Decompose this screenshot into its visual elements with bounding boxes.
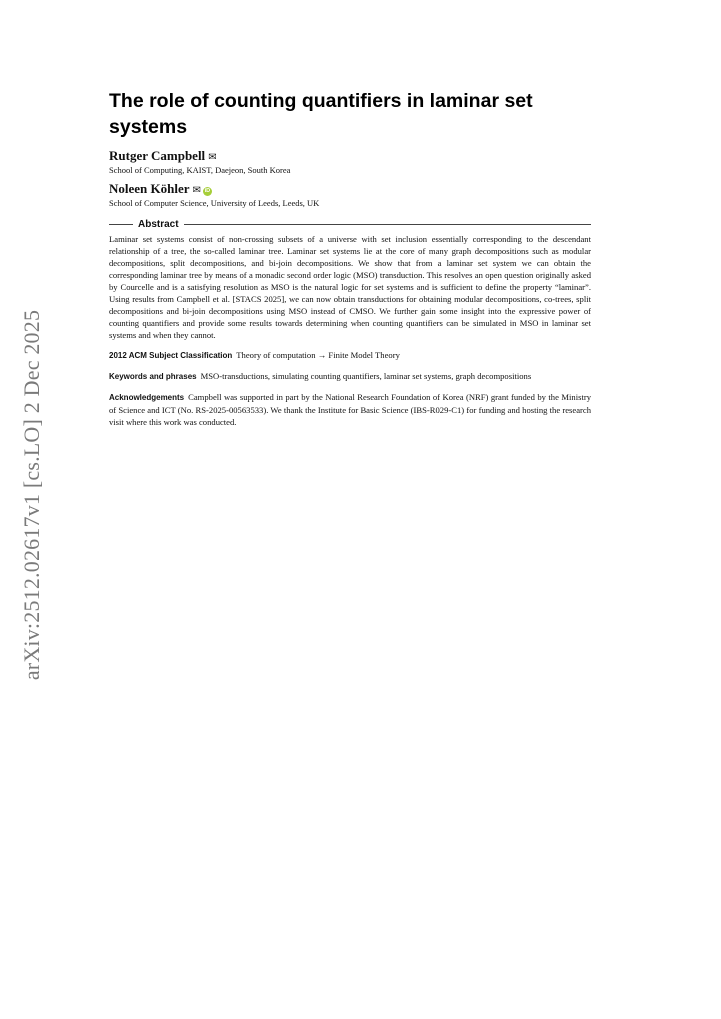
author-name-text: Rutger Campbell <box>109 148 206 163</box>
arxiv-sidebar <box>12 300 52 690</box>
keywords-text: MSO-transductions, simulating counting quantifiers, laminar set systems, graph decompositions <box>200 371 532 381</box>
ack-text: Campbell was supported in part by the National Research Foundation of Korea (NRF) grant funded by the Ministry of Science and ICT (No. RS-2025-00563533). We thank the Institute for Basic Science (IBS-R029-C1) for funding and hosting the research visit where this work was conducted. <box>109 392 591 427</box>
arxiv-id: arXiv:2512.02617v1 [cs.LO] 2 Dec 2025 <box>19 309 44 681</box>
acknowledgements <box>109 391 591 428</box>
author-name <box>109 148 591 165</box>
acm-label: 2012 ACM Subject Classification <box>109 351 233 360</box>
acm-classification <box>109 349 591 362</box>
mail-icon[interactable]: ✉ <box>208 152 217 163</box>
abstract-heading <box>109 219 591 230</box>
paper-page <box>109 88 591 428</box>
orcid-icon[interactable]: iD <box>204 188 211 194</box>
divider <box>109 224 133 225</box>
author-name-text: Noleen Köhler <box>109 181 190 196</box>
abstract-text: Laminar set systems consist of non-crossing subsets of a universe with set inclusion essentially corresponding to the descendant relationship of a tree, the so-called laminar tree. Laminar set systems lie at the core of many graph decompositions such as modular decompositions, split decompositions, and bi-join decompositions. We show that from a laminar set system we can obtain the corresponding laminar tree by means of a monadic second order logic (MSO) transduction. This resolves an open question originally asked by Courcelle and is a satisfying resolution as MSO is the natural logic for set systems and is sufficient to define the property “laminar”. Using results from Campbell et al. [STACS 2025], we can now obtain transductions for obtaining modular decompositions, co-trees, split decompositions and bi-join decompositions using MSO instead of CMSO. We further gain some insight into the expressive power of counting quantifiers and provide some results towards determining when counting quantifiers can be simulated in MSO in laminar set systems and when they cannot. <box>109 234 591 340</box>
paper-title: The role of counting quantifiers in laminar set systems <box>109 90 533 138</box>
ack-label: Acknowledgements <box>109 393 185 402</box>
keywords <box>109 370 591 383</box>
mail-icon[interactable]: ✉ <box>192 185 201 196</box>
author-block <box>109 181 591 209</box>
author-affiliation: School of Computing, KAIST, Daejeon, South Korea <box>109 165 291 175</box>
author-affiliation: School of Computer Science, University of Leeds, Leeds, UK <box>109 198 320 208</box>
keywords-label: Keywords and phrases <box>109 372 197 381</box>
author-name <box>109 181 591 198</box>
divider <box>184 224 591 225</box>
author-block <box>109 148 591 176</box>
acm-text: Theory of computation → Finite Model Theory <box>236 350 400 360</box>
abstract-label: Abstract <box>138 219 179 230</box>
